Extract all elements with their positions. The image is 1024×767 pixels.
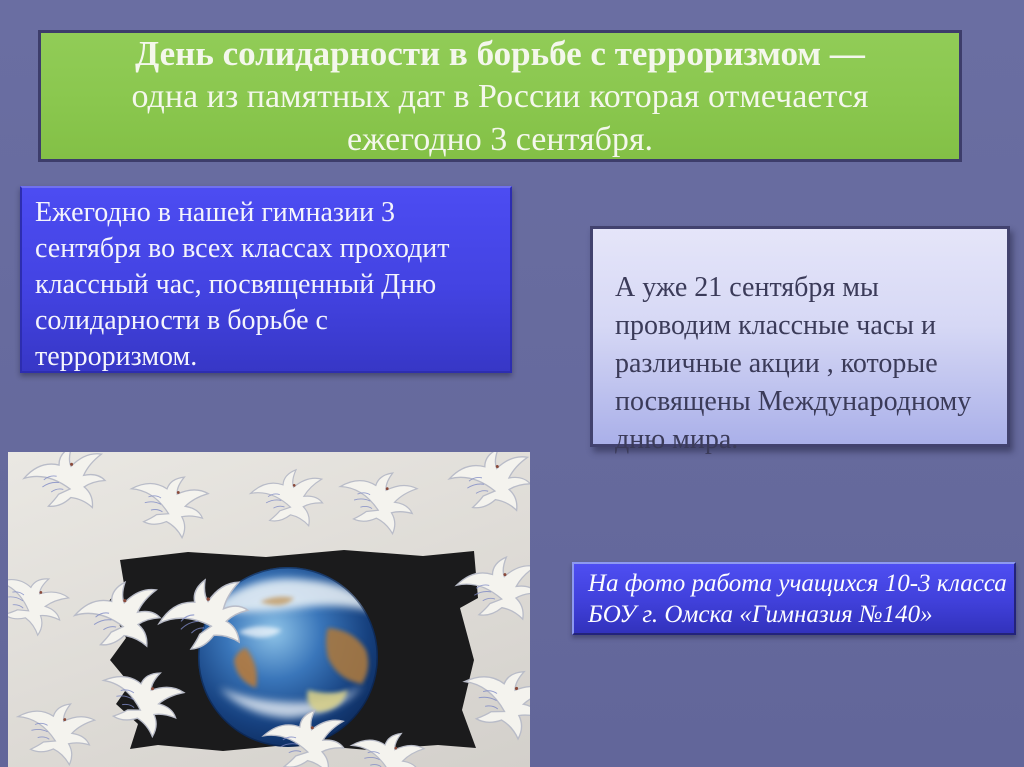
- dove-icon: [446, 452, 530, 521]
- left-text-box: [20, 186, 512, 373]
- photo-artwork: [8, 452, 530, 767]
- right-text-line: посвящены Международному: [615, 386, 972, 417]
- dove-icon: [125, 469, 210, 541]
- caption-box: [572, 562, 1016, 635]
- title-banner: [38, 30, 962, 162]
- dove-icon: [20, 452, 112, 520]
- left-text-line: терроризмом.: [35, 341, 198, 372]
- artwork-illustration: [8, 452, 530, 767]
- caption-line: БОУ г. Омска «Гимназия №140»: [588, 601, 933, 628]
- right-text-line: проводим классные часы и: [615, 310, 936, 341]
- left-text-line: классный час, посвященный Дню: [35, 269, 437, 300]
- right-text-line: А уже 21 сентября мы: [615, 272, 879, 303]
- dove-icon: [249, 467, 327, 531]
- right-text-line: различные акции , которые: [615, 348, 938, 379]
- right-text-box: [590, 226, 1010, 455]
- left-text-line: сентября во всех классах проходит: [35, 233, 450, 264]
- dove-icon: [8, 564, 72, 640]
- title-line-3: ежегодно 3 сентября.: [346, 120, 654, 158]
- right-text-line: дню мира.: [615, 424, 739, 455]
- left-text-line: солидарности в борьбе с: [35, 305, 328, 336]
- left-text-line: Ежегодно в нашей гимназии 3: [35, 197, 395, 228]
- title-line-2: одна из памятных дат в России которая отмечается: [131, 77, 869, 115]
- title-line-1: День солидарности в борьбе с терроризмом —: [135, 33, 865, 73]
- dove-icon: [335, 467, 418, 536]
- caption-line: На фото работа учащихся 10-3 класса: [588, 570, 1007, 597]
- dove-icon: [12, 697, 96, 767]
